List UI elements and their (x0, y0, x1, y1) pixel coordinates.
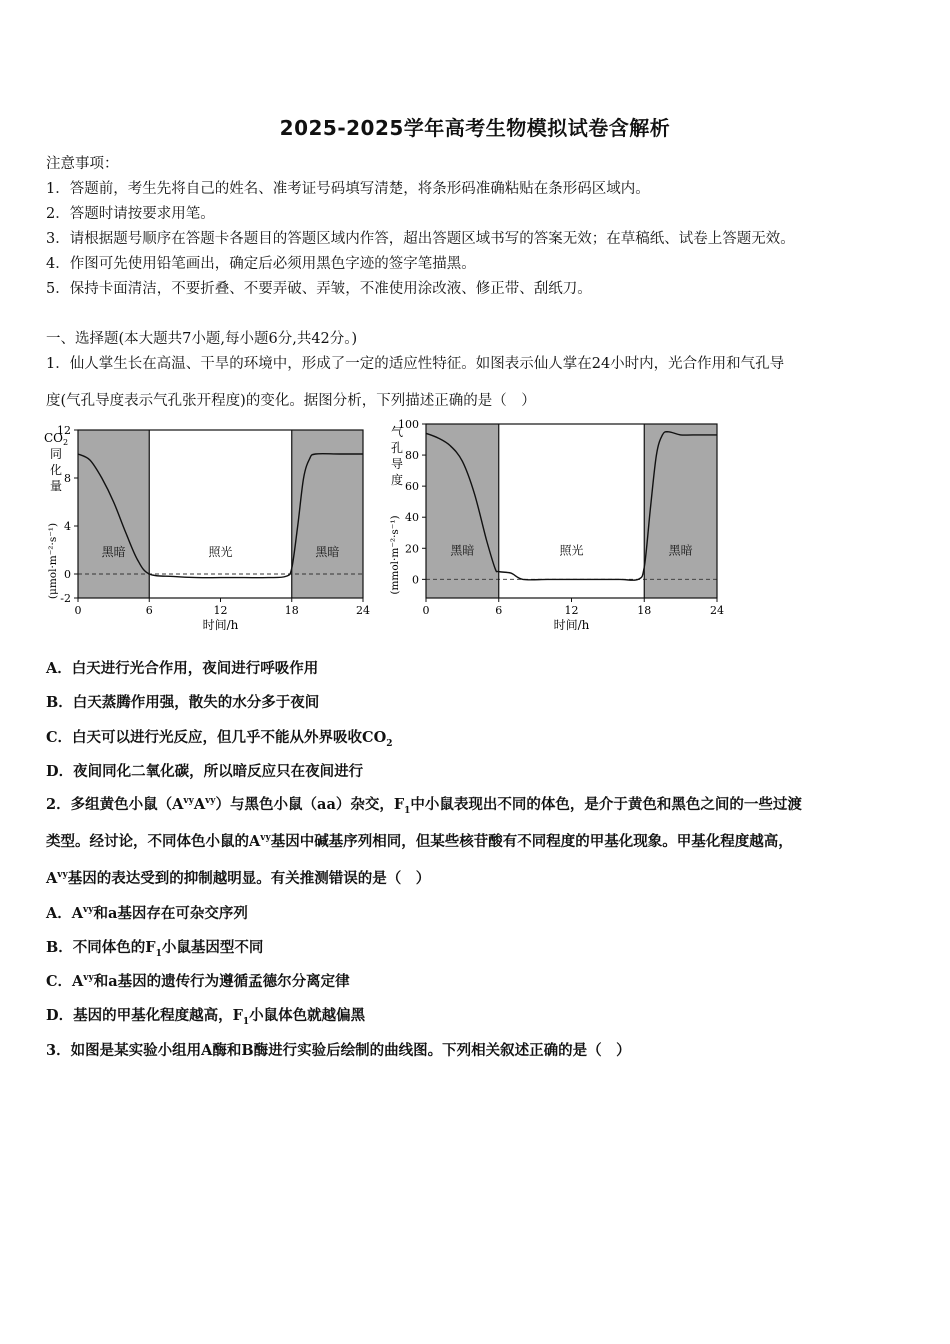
y-tick-label: 12 (57, 424, 71, 437)
dark-period-region (292, 430, 363, 598)
notice-item: 3．请根据题号顺序在答题卡各题目的答题区域内作答，超出答题区域书写的答案无效；在草稿纸、试卷上答题无效。 (46, 231, 795, 247)
x-axis-label: 时间/h (553, 618, 590, 632)
q1-option-a: A．白天进行光合作用，夜间进行呼吸作用 (46, 660, 319, 677)
q1-charts-svg (40, 418, 740, 638)
region-label: 黑暗 (315, 545, 340, 559)
x-tick-label: 12 (564, 604, 579, 617)
y-tick-label: -2 (60, 592, 71, 605)
x-tick-label: 18 (284, 604, 299, 617)
q1-option-d: D．夜间同化二氧化碳，所以暗反应只在夜间进行 (46, 763, 364, 780)
y-tick-label: 40 (405, 511, 419, 525)
y-axis-label-char: 同 (49, 447, 63, 461)
y-axis-label-char: 气 (390, 425, 404, 439)
x-tick-label: 24 (710, 604, 724, 617)
y-tick-label: 20 (405, 542, 419, 556)
q2-stem-line3: $A^{vy}$基因的表达受到的抑制越明显。有关推测错误的是（ ） (46, 870, 431, 887)
section-heading: 一、选择题(本大题共7小题,每小题6分,共42分。) (46, 331, 358, 347)
region-label: 黑暗 (450, 543, 475, 558)
y-axis-label-char: 孔 (390, 441, 404, 455)
y-tick-label: 8 (64, 472, 71, 485)
y-axis-label-char: 度 (390, 473, 404, 487)
y-axis-unit: (mmol·m⁻²·s⁻¹) (389, 515, 401, 595)
co2-assimilation-chart (44, 424, 370, 632)
q1-option-b: B．白天蒸腾作用强，散失的水分多于夜间 (46, 694, 320, 711)
notice-item: 4．作图可先使用铅笔画出，确定后必须用黑色字迹的签字笔描黑。 (46, 256, 476, 272)
y-tick-label: 0 (412, 573, 419, 587)
stomatal-conductance-chart (389, 418, 724, 632)
q3-stem: 3．如图是某实验小组用A酶和B酶进行实验后绘制的曲线图。下列相关叙述正确的是（ ） (46, 1042, 631, 1059)
notice-item: 2．答题时请按要求用笔。 (46, 206, 215, 222)
dark-period-region (644, 424, 717, 598)
q2-option-b: B．不同体色的$F_1$小鼠基因型不同 (46, 939, 264, 959)
q2-option-a: A．$A^{vy}$和a基因存在可杂交序列 (46, 905, 248, 922)
x-tick-label: 18 (637, 604, 652, 617)
y-tick-label: 4 (64, 520, 71, 533)
y-tick-label: 0 (64, 568, 71, 581)
q1-stem-line2: 度(气孔导度表示气孔张开程度)的变化。据图分析，下列描述正确的是（ ） (46, 393, 536, 409)
document-title: 2025-2025学年高考生物模拟试卷含解析 (279, 116, 671, 140)
x-tick-label: 6 (495, 604, 503, 617)
x-tick-label: 12 (213, 604, 228, 617)
x-tick-label: 0 (74, 604, 82, 617)
region-label: 照光 (208, 545, 233, 559)
region-label: 黑暗 (668, 543, 693, 558)
x-tick-label: 24 (356, 604, 370, 617)
q1-stem-line1: 1．仙人掌生长在高温、干旱的环境中，形成了一定的适应性特征。如图表示仙人掌在24小时内，光合作用和气孔导 (46, 356, 785, 372)
y-axis-unit: (μmol·m⁻²·s⁻¹) (47, 522, 59, 600)
y-tick-label: 100 (398, 418, 419, 431)
notice-item: 1．答题前，考生先将自己的姓名、准考证号码填写清楚，将条形码准确粘贴在条形码区域内。 (46, 181, 650, 197)
y-axis-label-char: 导 (390, 457, 404, 471)
q2-stem-line2: 类型。经讨论，不同体色小鼠的$A^{vy}$基因中碱基序列相同，但某些核苷酸有不同程度的甲基化现象。甲基化程度越高， (46, 833, 793, 850)
q1-option-c: C．白天可以进行光反应，但几乎不能从外界吸收$CO_2$ (46, 729, 393, 749)
q2-option-d: D．基因的甲基化程度越高，$F_1$小鼠体色就越偏黑 (46, 1007, 366, 1027)
region-label: 照光 (559, 543, 584, 558)
x-tick-label: 6 (145, 604, 153, 617)
region-label: 黑暗 (101, 545, 126, 559)
dark-period-region (78, 430, 149, 598)
notice-heading: 注意事项： (46, 156, 119, 172)
notice-item: 5．保持卡面清洁，不要折叠、不要弄破、弄皱，不准使用涂改液、修正带、刮纸刀。 (46, 281, 592, 297)
dark-period-region (426, 424, 499, 598)
q2-stem-line1: 2．多组黄色小鼠$(A^{vy}A^{vy})$与黑色小鼠（aa）杂交，$F_1$中小鼠表现出不同的体色，是介于黄色和黑色之间的一些过渡 (46, 796, 802, 816)
q1-figure (40, 418, 740, 638)
y-axis-label-char: 量 (49, 479, 63, 493)
q2-option-c: C．$A^{vy}$和a基因的遗传行为遵循孟德尔分离定律 (46, 973, 350, 990)
x-tick-label: 0 (422, 604, 430, 617)
y-tick-label: 60 (405, 480, 419, 494)
x-axis-label: 时间/h (202, 618, 239, 632)
y-axis-label-char: $CO_2$ (43, 431, 69, 447)
y-tick-label: 80 (405, 449, 419, 463)
y-axis-label-char: 化 (49, 463, 63, 477)
